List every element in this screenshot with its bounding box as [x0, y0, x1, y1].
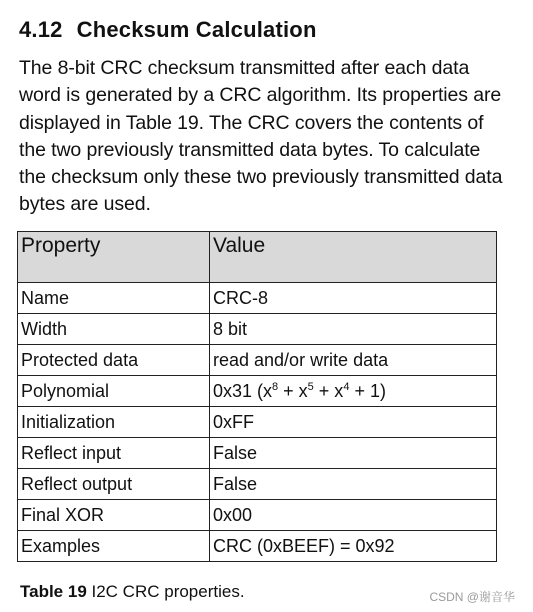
table-row — [18, 345, 497, 376]
table-header-row — [18, 232, 497, 283]
section-number: 4.12 — [19, 17, 63, 42]
watermark: CSDN @谢音华 — [429, 590, 515, 604]
header-value: Value — [210, 232, 497, 283]
table-row — [18, 283, 497, 314]
row-value: read and/or write data — [210, 345, 497, 376]
table-row — [18, 469, 497, 500]
body-paragraph: The 8-bit CRC checksum transmitted after each data word is generated by a CRC algorithm. Its properties are displayed in Table 19. The CRC covers the contents of the two previously transmitted data bytes. To calculate the checksum only these two previously transmitted data bytes are used. — [19, 57, 503, 216]
row-value-polynomial: 0x31 $(x^8 + x^5 + x^4 + 1)$ — [210, 376, 497, 407]
table-row — [18, 500, 497, 531]
row-property: Reflect output — [18, 469, 210, 500]
row-property: Name — [18, 283, 210, 314]
row-property: Examples — [18, 531, 210, 562]
row-property: Protected data — [18, 345, 210, 376]
row-value: 0xFF — [210, 407, 497, 438]
row-value: CRC (0xBEEF) = 0x92 — [210, 531, 497, 562]
row-property: Final XOR — [18, 500, 210, 531]
row-value: CRC-8 — [210, 283, 497, 314]
caption-label: Table 19 — [20, 582, 87, 601]
row-value: False — [210, 469, 497, 500]
row-property: Reflect input — [18, 438, 210, 469]
row-value: False — [210, 438, 497, 469]
row-value: 8 bit — [210, 314, 497, 345]
section-title: Checksum Calculation — [76, 17, 317, 42]
table-caption — [20, 582, 245, 602]
table-row — [18, 407, 497, 438]
table-row — [18, 314, 497, 345]
row-value: 0x00 — [210, 500, 497, 531]
crc-properties-table — [17, 231, 497, 562]
table-row — [18, 376, 497, 407]
header-property: Property — [18, 232, 210, 283]
section-heading — [19, 17, 317, 43]
table-row — [18, 531, 497, 562]
caption-text: I2C CRC properties. — [86, 582, 245, 601]
row-property: Width — [18, 314, 210, 345]
row-property: Initialization — [18, 407, 210, 438]
table-row — [18, 438, 497, 469]
row-property: Polynomial — [18, 376, 210, 407]
